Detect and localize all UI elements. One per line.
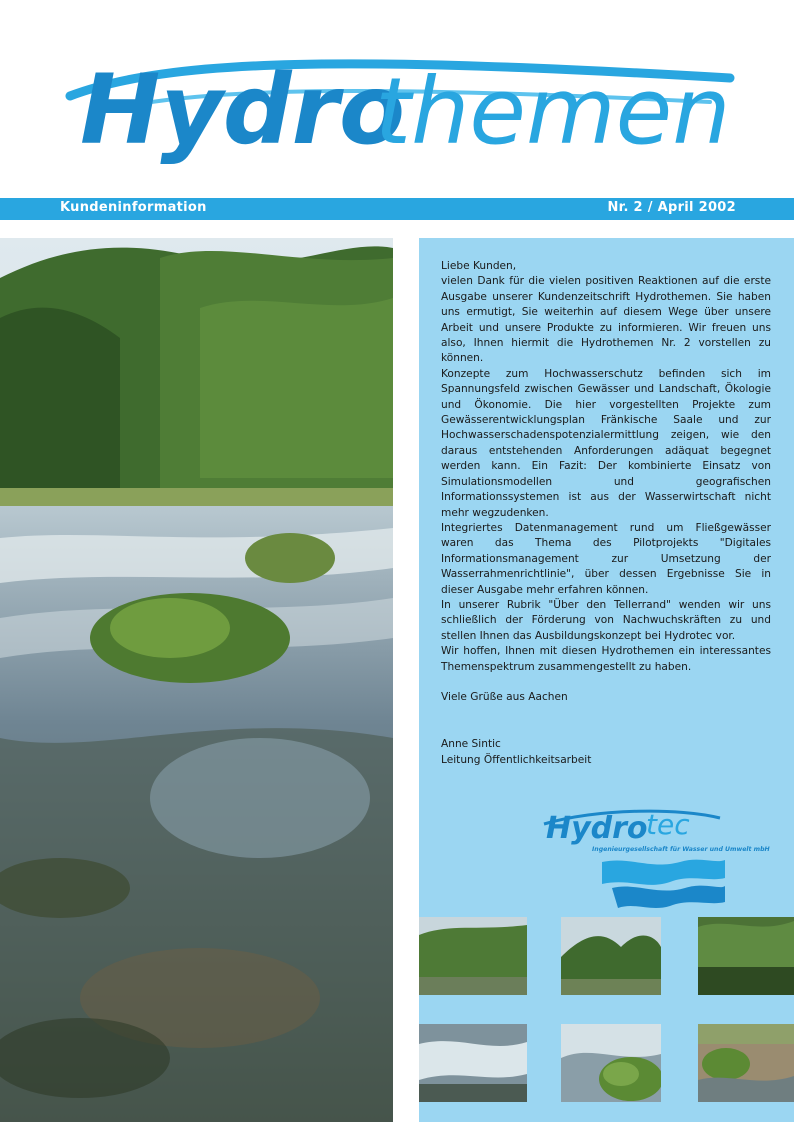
hydrotec-wave-icon [602,860,725,908]
thumbnail-forest-2 [561,917,661,995]
letter-paragraph-3: Integriertes Datenmanagement rund um Fließgewässer waren das Thema des Pilotprojekts "Digitales Informationsmanagement zur Umsetzung der Wasserrahmenrichtlinie", über dessen Ergebnisse Sie in dieser Ausgabe mehr erfahren können. [441,521,771,596]
letter-paragraph-2: Konzepte zum Hochwasserschutz befinden sich im Spannungsfeld zwischen Gewässer und Landschaft, Ökologie und Ökonomie. Die hier vorgestellten Projekte zum Gewässerentwicklungsplan Fränkische Saale und zur Hochwasserschadenspotenzialermittlung zeigen, wie den daraus entstehenden Anforderungen adäquat begegnet werden kann. Ein Fazit: Der kombinierte Einsatz von Simulationsmodellen und geografischen Informationssystemen ist aus der Wasserwirtschaft nicht mehr wegzudenken. [441,367,771,519]
hydrothemen-logo [50,18,750,188]
hydrotec-name-part-1: Hydro [546,811,648,846]
letter-closing: Viele Grüße aus Aachen [441,690,568,703]
thumbnail-river-3 [698,1024,794,1102]
editorial-letter [441,259,771,768]
thumbnail-forest-1 [419,917,527,995]
letter-paragraph-1: vielen Dank für die vielen positiven Reaktionen auf die erste Ausgabe unserer Kundenzeitschrift Hydrothemen. Sie haben uns ermutigt, Sie weiterhin auf diesem Wege über unsere Arbeit und unsere Produkte zu informieren. Wir freuen uns also, Ihnen hiermit die Hydrothemen Nr. 2 vorstellen zu können. [441,275,771,365]
letter-signer-name: Anne Sintic [441,738,501,751]
hydrotec-name-part-2: tec [646,808,690,841]
thumbnail-forest-3 [698,917,794,995]
band-label-kundeninformation: Kundeninformation [60,200,207,215]
letter-salutation: Liebe Kunden, [441,260,517,272]
header-band [0,198,794,220]
letter-paragraph-5: Wir hoffen, Ihnen mit diesen Hydrothemen ein interessantes Themenspektrum zusammengestellt zu haben. [441,645,771,673]
thumbnail-river-1 [419,1024,527,1102]
hydrotec-logo [540,798,775,916]
band-label-issue: Nr. 2 / April 2002 [607,200,736,215]
letter-paragraph-4: In unserer Rubrik "Über den Tellerrand" wenden wir uns schließlich der Förderung von Nachwuchskräften zu und stellen Ihnen das Ausbildungskonzept bei Hydrotec vor. [441,598,771,642]
river-photo [0,238,393,1122]
hydrotec-tagline: Ingenieurgesellschaft für Wasser und Umwelt mbH [592,846,770,853]
logo-text-hydro: Hydro [80,54,405,166]
letter-signer-role: Leitung Öffentlichkeitsarbeit [441,753,592,766]
logo-text-themen: themen [375,58,731,165]
thumbnail-river-2 [561,1024,661,1102]
